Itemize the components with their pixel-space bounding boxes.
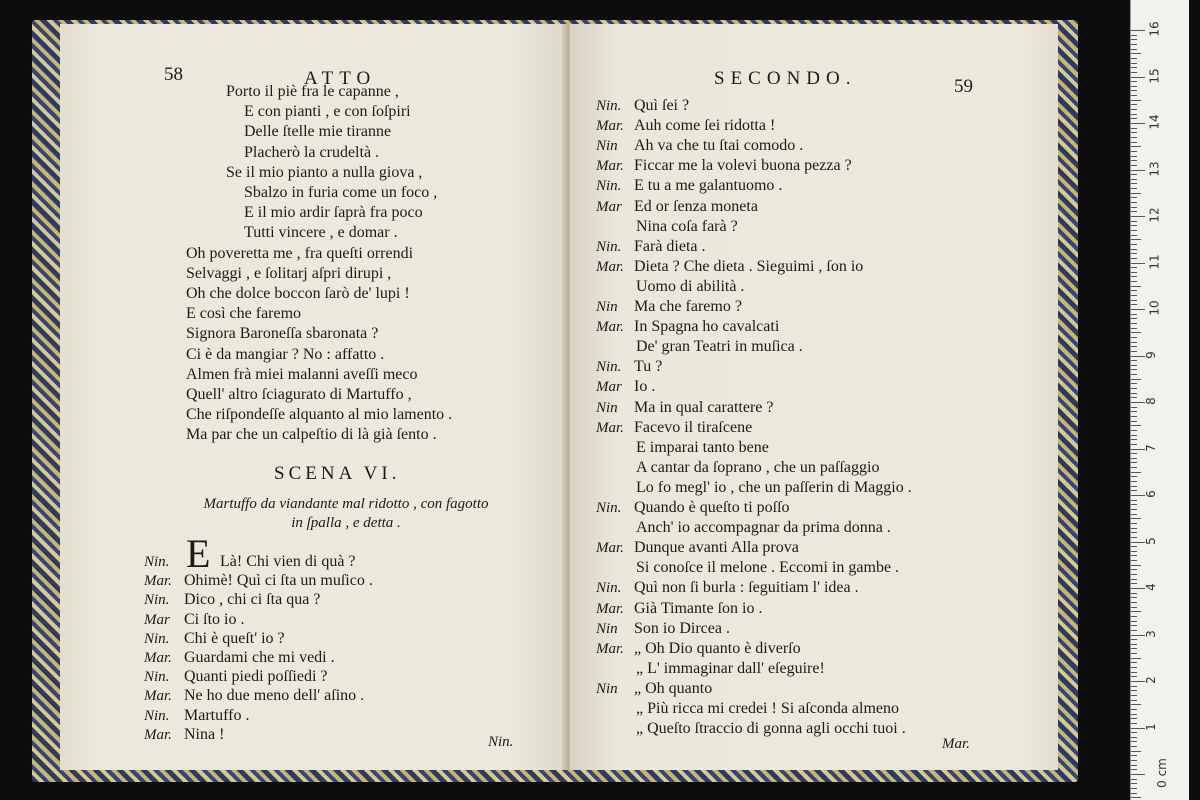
ruler-tick: [1131, 751, 1141, 752]
ruler-tick: [1131, 142, 1137, 143]
ruler-tick: [1131, 551, 1137, 552]
ruler-tick: [1131, 462, 1137, 463]
verse-line: Placherò la crudeltà .: [244, 143, 380, 161]
ruler-label: 3: [1143, 629, 1158, 638]
ruler-tick: [1131, 249, 1137, 250]
ruler-tick: [1131, 509, 1137, 510]
ruler-tick: [1131, 290, 1137, 291]
ruler-label: 1: [1143, 722, 1158, 731]
ruler-tick: [1131, 714, 1137, 715]
ruler-tick: [1131, 90, 1137, 91]
ruler-tick: [1131, 365, 1137, 366]
ruler-tick: [1131, 183, 1137, 184]
dialogue-line: A cantar da ſoprano , che un paſſaggio: [636, 458, 880, 476]
ruler-label: 0 cm: [1154, 758, 1169, 788]
verse-line: Delle ſtelle mie tiranne: [244, 123, 392, 141]
verse-line: Quell' altro ſciagurato di Martuffo ,: [186, 386, 412, 403]
ruler-label: 10: [1147, 300, 1162, 316]
ruler-tick: [1131, 216, 1145, 217]
ruler-tick: [1131, 207, 1137, 208]
ruler-tick: [1131, 137, 1137, 138]
ruler-tick: [1131, 351, 1137, 352]
ruler-tick: [1131, 253, 1137, 254]
dialogue-line: Quì ſei ?: [634, 97, 690, 114]
speaker-label: Mar.: [144, 650, 172, 666]
ruler-tick: [1131, 86, 1137, 87]
ruler-tick: [1131, 225, 1137, 226]
ruler-tick: [1131, 81, 1137, 82]
ruler-tick: [1131, 774, 1145, 775]
speaker-label: Nin.: [596, 500, 622, 516]
ruler-tick: [1131, 53, 1141, 54]
ruler-tick: [1131, 63, 1137, 64]
ruler-tick: [1131, 490, 1137, 491]
dialogue-line: Ed or ſenza moneta: [634, 197, 758, 215]
dialogue-line: E imparai tanto bene: [636, 438, 769, 456]
dialogue-line: Ficcar me la volevi buona pezza ?: [634, 157, 852, 175]
ruler-tick: [1131, 49, 1137, 50]
right-page: [570, 24, 1058, 770]
ruler-tick: [1131, 667, 1137, 668]
ruler-tick: [1131, 179, 1137, 180]
running-head: SECONDO.: [714, 68, 857, 89]
ruler-tick: [1131, 39, 1137, 40]
speaker-label: Mar.: [596, 600, 624, 617]
ruler-tick: [1131, 648, 1137, 649]
ruler-tick: [1131, 593, 1137, 594]
ruler-tick: [1131, 211, 1137, 212]
ruler-tick: [1131, 797, 1141, 798]
ruler-tick: [1131, 500, 1137, 501]
dialogue-line: Io .: [634, 378, 656, 396]
ruler-tick: [1131, 30, 1145, 31]
speaker-label: Mar: [144, 611, 170, 628]
ruler-tick: [1131, 109, 1137, 110]
dialogue-line: Lo fo megl' io , che un paſſerin di Maggio .: [636, 478, 912, 496]
ruler-tick: [1131, 128, 1137, 129]
ruler-tick: [1131, 425, 1141, 426]
dialogue-line: Tu ?: [634, 358, 663, 376]
ruler-tick: [1131, 555, 1137, 556]
ruler-tick: [1131, 72, 1137, 73]
ruler-tick: [1131, 300, 1137, 301]
ruler-tick: [1131, 360, 1137, 361]
ruler-tick: [1131, 444, 1137, 445]
dialogue-line: Già Timante ſon io .: [634, 599, 763, 617]
speaker-label: Mar.: [596, 118, 624, 135]
ruler-tick: [1131, 314, 1137, 315]
ruler-tick: [1131, 332, 1141, 333]
left-page: [60, 24, 568, 770]
verse-line: Che riſpondeſſe alquanto al mio lamento .: [186, 406, 453, 424]
ruler-label: 5: [1143, 536, 1158, 545]
ruler-tick: [1131, 197, 1137, 198]
ruler-tick: [1131, 295, 1137, 296]
ruler-tick: [1131, 458, 1137, 459]
ruler-label: 11: [1147, 253, 1162, 270]
ruler-tick: [1131, 481, 1137, 482]
running-head: ATTO: [304, 68, 377, 89]
speaker-label: Nin.: [596, 580, 622, 597]
dialogue-line: De' gran Teatri in muſica .: [636, 338, 803, 356]
ruler-tick: [1131, 732, 1137, 733]
ruler-tick: [1131, 737, 1137, 738]
dialogue-line: Farà dieta .: [634, 237, 706, 255]
ruler-tick: [1131, 421, 1137, 422]
ruler-tick: [1131, 156, 1137, 157]
dialogue-line: „ L' immaginar dall' eſeguire!: [636, 659, 825, 677]
dialogue-line: Nina !: [184, 725, 225, 743]
ruler-tick: [1131, 472, 1141, 473]
ruler-tick: [1131, 765, 1137, 766]
dialogue-line: Ah va che tu ſtai comodo .: [634, 137, 804, 155]
ruler-tick: [1131, 760, 1137, 761]
ruler-tick: [1131, 318, 1137, 319]
dialogue-line: Nina coſa farà ?: [636, 217, 738, 235]
ruler-tick: [1131, 123, 1145, 124]
ruler-tick: [1131, 146, 1141, 147]
ruler-tick: [1131, 95, 1137, 96]
dialogue-line: Son io Dircea .: [634, 619, 730, 637]
ruler-tick: [1131, 779, 1137, 780]
speaker-label: Nin.: [596, 359, 622, 376]
ruler-tick: [1131, 151, 1137, 152]
speaker-label: Nin.: [144, 707, 170, 724]
ruler-label: 13: [1147, 160, 1162, 177]
ruler-tick: [1131, 569, 1137, 570]
dialogue-line: Anch' io accompagnar da prima donna .: [636, 519, 891, 537]
ruler-tick: [1131, 165, 1137, 166]
ruler-tick: [1131, 672, 1137, 673]
ruler-tick: [1131, 346, 1137, 347]
dialogue-line: Ma che faremo ?: [634, 298, 742, 315]
dialogue-line: Ne ho due meno dell' aſino .: [184, 687, 365, 705]
ruler-tick: [1131, 518, 1141, 519]
speaker-label: Mar.: [596, 158, 624, 175]
dialogue-line: Là! Chi vien di quà ?: [220, 553, 356, 570]
ruler-tick: [1131, 160, 1137, 161]
speaker-label: Mar.: [596, 258, 624, 275]
verse-line: Se il mio pianto a nulla giova ,: [226, 163, 423, 181]
dialogue-line: Si conoſce il melone . Eccomi in gambe .: [636, 559, 900, 577]
speaker-label: Nin: [596, 138, 618, 155]
ruler-tick: [1131, 276, 1137, 277]
ruler-tick: [1131, 579, 1137, 580]
dialogue-line: Ohimè! Quì ci ſta un muſico .: [184, 572, 373, 590]
verse-line: Ma par che un calpeſtio di là già ſento .: [186, 426, 437, 444]
speaker-label: Nin: [596, 399, 618, 416]
ruler-label: 8: [1143, 397, 1158, 405]
ruler-tick: [1131, 58, 1137, 59]
ruler-tick: [1131, 528, 1137, 529]
ruler-tick: [1131, 258, 1137, 259]
ruler-tick: [1131, 597, 1137, 598]
ruler-tick: [1131, 411, 1137, 412]
speaker-label: Mar.: [596, 540, 624, 557]
ruler-tick: [1131, 653, 1137, 654]
ruler-tick: [1131, 676, 1137, 677]
ruler-tick: [1131, 537, 1137, 538]
dialogue-line: Uomo di abilità .: [636, 277, 745, 295]
ruler-tick: [1131, 309, 1145, 310]
ruler-label: 9: [1143, 350, 1158, 359]
page-number: 59: [954, 76, 973, 97]
speaker-label: Nin.: [144, 630, 170, 647]
ruler-tick: [1131, 546, 1137, 547]
dialogue-line: Dunque avanti Alla prova: [634, 539, 799, 557]
speaker-label: Mar: [596, 198, 622, 215]
ruler-tick: [1131, 374, 1137, 375]
verse-line: Porto il piè fra le capanne ,: [226, 83, 399, 100]
speaker-label: Nin.: [144, 592, 170, 609]
ruler-tick: [1131, 328, 1137, 329]
ruler-tick: [1131, 239, 1141, 240]
dialogue-line: Quando è queſto ti poſſo: [634, 499, 790, 516]
speaker-label: Mar.: [144, 688, 172, 705]
ruler-tick: [1131, 611, 1141, 612]
ruler-tick: [1131, 602, 1137, 603]
ruler-tick: [1131, 630, 1137, 631]
ruler-tick: [1131, 435, 1137, 436]
ruler-tick: [1131, 690, 1137, 691]
dialogue-line: Auh come ſei ridotta !: [634, 117, 776, 135]
ruler-tick: [1131, 514, 1137, 515]
stage-direction: in ſpalla , e detta .: [291, 515, 401, 531]
ruler-tick: [1131, 118, 1137, 119]
verse-line: E così che faremo: [186, 305, 302, 323]
speaker-label: Nin: [596, 620, 618, 637]
ruler-label: 16: [1147, 21, 1162, 37]
ruler-tick: [1131, 342, 1137, 343]
ruler-tick: [1131, 709, 1137, 710]
ruler-tick: [1131, 286, 1141, 287]
ruler-tick: [1131, 662, 1137, 663]
ruler-tick: [1131, 35, 1137, 36]
ruler-label: 14: [1147, 114, 1162, 130]
verse-line: Ci è da mangiar ? No : affatto .: [186, 345, 385, 363]
verse-line: Selvaggi , e ſolitarj aſpri dirupi ,: [186, 264, 392, 282]
ruler-tick: [1131, 188, 1137, 189]
dialogue-line: Guardami che mi vedi .: [184, 649, 335, 666]
ruler-tick: [1131, 397, 1137, 398]
ruler-tick: [1131, 132, 1137, 133]
page-number: 58: [164, 64, 183, 85]
scene-title: SCENA VI.: [274, 463, 401, 484]
ruler-tick: [1131, 281, 1137, 282]
ruler-tick: [1131, 379, 1141, 380]
ruler-tick: [1131, 439, 1137, 440]
measuring-ruler: [1130, 0, 1189, 800]
speaker-label: Mar.: [144, 573, 172, 590]
ruler-tick: [1131, 523, 1137, 524]
dialogue-line: „ Oh Dio quanto è diverſo: [634, 639, 801, 657]
speaker-label: Mar.: [596, 319, 624, 336]
ruler-tick: [1131, 304, 1137, 305]
ruler-tick: [1131, 267, 1137, 268]
ruler-tick: [1131, 695, 1137, 696]
speaker-label: Nin.: [144, 669, 170, 686]
dialogue-line: „ Più ricca mi credei ! Si aſconda almeno: [636, 700, 900, 717]
ruler-tick: [1131, 272, 1137, 273]
ruler-tick: [1131, 486, 1137, 487]
ruler-tick: [1131, 100, 1141, 101]
dialogue-line: E tu a me galantuomo .: [634, 177, 783, 195]
ruler-tick: [1131, 430, 1137, 431]
verse-line: E il mio ardir ſaprà fra poco: [244, 204, 423, 222]
speaker-label: Nin.: [596, 178, 622, 195]
speaker-label: Nin: [596, 680, 618, 697]
speaker-label: Mar: [596, 379, 622, 396]
dialogue-line: Quì non ſi burla : ſeguitiam l' idea .: [634, 579, 859, 597]
dialogue-line: Martuffo .: [184, 706, 250, 724]
ruler-tick: [1131, 476, 1137, 477]
ruler-tick: [1131, 202, 1137, 203]
ruler-tick: [1131, 337, 1137, 338]
dialogue-line: Chi è queſt' io ?: [184, 629, 285, 647]
ruler-tick: [1131, 467, 1137, 468]
ruler-tick: [1131, 67, 1137, 68]
dialogue-line: „ Oh quanto: [634, 679, 713, 697]
ruler-tick: [1131, 741, 1137, 742]
verse-line: E con pianti , e con ſoſpiri: [244, 103, 411, 121]
ruler-tick: [1131, 104, 1137, 105]
ruler-tick: [1131, 393, 1137, 394]
ruler-tick: [1131, 369, 1137, 370]
drop-cap: E: [186, 531, 211, 576]
ruler-tick: [1131, 263, 1145, 264]
ruler-tick: [1131, 621, 1137, 622]
ruler-tick: [1131, 565, 1141, 566]
ruler-tick: [1131, 193, 1141, 194]
ruler-tick: [1131, 607, 1137, 608]
dialogue-line: Quanti piedi poſſiedi ?: [184, 668, 328, 686]
ruler-tick: [1131, 323, 1137, 324]
stage-direction: Martuffo da viandante mal ridotto , con fagotto: [203, 496, 489, 512]
ruler-tick: [1131, 560, 1137, 561]
ruler-tick: [1131, 686, 1137, 687]
verse-line: Oh che dolce boccon ſarò de' lupi !: [186, 285, 410, 302]
speaker-label: Nin.: [596, 98, 622, 114]
ruler-tick: [1131, 783, 1137, 784]
ruler-tick: [1131, 723, 1137, 724]
ruler-tick: [1131, 114, 1137, 115]
speaker-label: Mar.: [596, 640, 624, 657]
catchword: Nin.: [488, 734, 514, 750]
ruler-label: 15: [1147, 67, 1162, 84]
verse-line: Sbalzo in furia come un foco ,: [244, 184, 438, 201]
ruler-tick: [1131, 170, 1145, 171]
verse-line: Tutti vincere , e domar .: [244, 224, 398, 242]
ruler-tick: [1131, 704, 1141, 705]
ruler-tick: [1131, 755, 1137, 756]
dialogue-line: Ma in qual carattere ?: [634, 398, 774, 416]
speaker-label: Mar.: [144, 726, 172, 743]
ruler-tick: [1131, 174, 1137, 175]
ruler-label: 12: [1147, 207, 1162, 223]
ruler-tick: [1131, 416, 1137, 417]
dialogue-line: „ Queſto ſtraccio di gonna agli occhi tuoi .: [636, 720, 906, 738]
ruler-tick: [1131, 407, 1137, 408]
dialogue-line: In Spagna ho cavalcati: [634, 318, 780, 336]
ruler-tick: [1131, 235, 1137, 236]
ruler-tick: [1131, 644, 1137, 645]
dialogue-line: Facevo il tiraſcene: [634, 418, 753, 436]
ruler-tick: [1131, 769, 1137, 770]
ruler-tick: [1131, 230, 1137, 231]
ruler-tick: [1131, 639, 1137, 640]
verse-line: Almen frà miei malanni aveſſi meco: [186, 365, 418, 383]
ruler-tick: [1131, 788, 1137, 789]
ruler-tick: [1131, 574, 1137, 575]
ruler-tick: [1131, 244, 1137, 245]
ruler-tick: [1131, 388, 1137, 389]
ruler-tick: [1131, 504, 1137, 505]
ruler-tick: [1131, 44, 1137, 45]
catchword: Mar.: [942, 736, 970, 752]
dialogue-line: Dieta ? Che dieta . Sieguimi , ſon io: [634, 257, 864, 275]
ruler-tick: [1131, 77, 1145, 78]
speaker-label: Nin: [596, 299, 618, 315]
ruler-label: 2: [1143, 676, 1158, 684]
dialogue-line: Dico , chi ci ſta qua ?: [184, 591, 321, 609]
ruler-label: 7: [1143, 443, 1158, 452]
ruler-tick: [1131, 625, 1137, 626]
ruler-tick: [1131, 532, 1137, 533]
verse-line: Signora Baroneſſa sbaronata ?: [186, 325, 379, 343]
dialogue-line: Ci ſto io .: [184, 610, 245, 628]
ruler-tick: [1131, 718, 1137, 719]
speaker-label: Nin.: [144, 554, 170, 570]
ruler-label: 6: [1143, 490, 1158, 498]
ruler-tick: [1131, 793, 1137, 794]
ruler-tick: [1131, 700, 1137, 701]
speaker-label: Nin.: [596, 238, 622, 255]
ruler-tick: [1131, 583, 1137, 584]
ruler-tick: [1131, 221, 1137, 222]
ruler-tick: [1131, 616, 1137, 617]
verse-line: Oh poveretta me , fra queſti orrendi: [186, 244, 414, 262]
ruler-tick: [1131, 383, 1137, 384]
speaker-label: Mar.: [596, 419, 624, 436]
ruler-label: 4: [1143, 583, 1158, 591]
ruler-tick: [1131, 658, 1141, 659]
ruler-tick: [1131, 453, 1137, 454]
ruler-tick: [1131, 746, 1137, 747]
